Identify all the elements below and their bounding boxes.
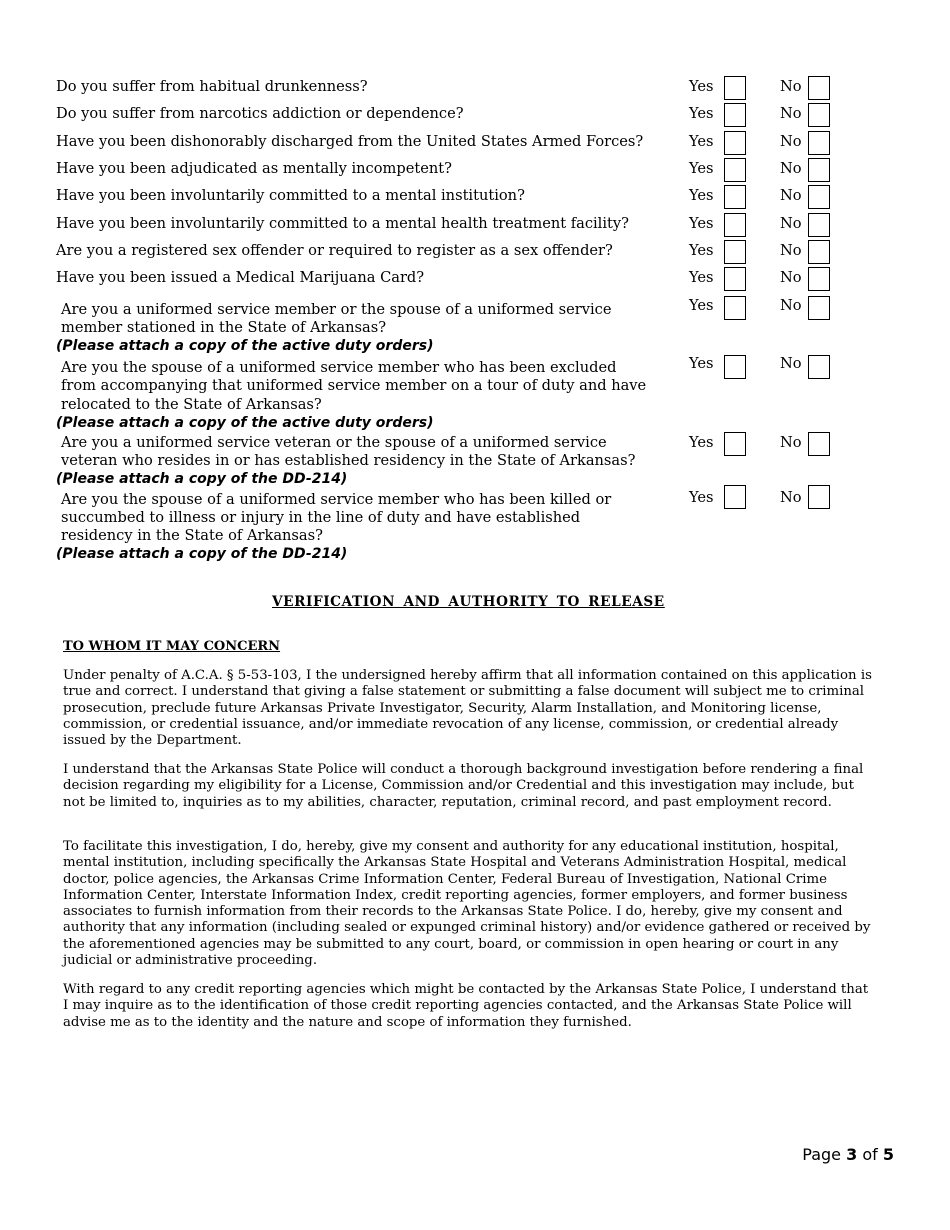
salutation: TO WHOM IT MAY CONCERN bbox=[63, 639, 281, 654]
yes-label: Yes bbox=[689, 297, 714, 314]
question-text: Are you a uniformed service member or the spouse of a uniformed service bbox=[61, 301, 612, 318]
question-text: Have you been adjudicated as mentally incompetent? bbox=[56, 160, 452, 177]
section-heading: VERIFICATION AND AUTHORITY TO RELEASE bbox=[272, 594, 665, 610]
yes-label: Yes bbox=[689, 215, 714, 232]
question-text: Have you been involuntarily committed to a mental institution? bbox=[56, 187, 525, 204]
question-text: Do you suffer from narcotics addiction or dependence? bbox=[56, 105, 464, 122]
attachment-note: (Please attach a copy of the DD-214) bbox=[56, 546, 348, 562]
yes-label: Yes bbox=[689, 355, 714, 372]
no-label: No bbox=[780, 105, 802, 122]
question-text: relocated to the State of Arkansas? bbox=[61, 396, 322, 413]
no-checkbox[interactable] bbox=[808, 103, 830, 127]
total-pages: 5 bbox=[882, 1145, 894, 1164]
yes-checkbox[interactable] bbox=[724, 267, 746, 291]
no-checkbox[interactable] bbox=[808, 267, 830, 291]
question-text: succumbed to illness or injury in the line of duty and have established bbox=[61, 509, 581, 526]
yes-checkbox[interactable] bbox=[724, 240, 746, 264]
yes-checkbox[interactable] bbox=[724, 355, 746, 379]
yes-checkbox[interactable] bbox=[724, 103, 746, 127]
question-text: Are you a uniformed service veteran or the spouse of a uniformed service bbox=[61, 434, 607, 451]
yes-label: Yes bbox=[689, 78, 714, 95]
no-label: No bbox=[780, 160, 802, 177]
question-text: Are you the spouse of a uniformed service member who has been killed or bbox=[61, 491, 612, 508]
question-text: member stationed in the State of Arkansas? bbox=[61, 319, 387, 336]
page-word: Page bbox=[802, 1145, 842, 1164]
no-checkbox[interactable] bbox=[808, 432, 830, 456]
no-checkbox[interactable] bbox=[808, 240, 830, 264]
of-word: of bbox=[862, 1145, 878, 1164]
no-label: No bbox=[780, 489, 802, 506]
attachment-note: (Please attach a copy of the DD-214) bbox=[56, 471, 348, 487]
attachment-note: (Please attach a copy of the active duty orders) bbox=[56, 415, 434, 431]
yes-label: Yes bbox=[689, 160, 714, 177]
paragraph-affirmation: Under penalty of A.C.A. § 5-53-103, I the undersigned hereby affirm that all information contained on this application is true and correct. I understand that giving a false statement or submitting a false document will subject me to criminal prosecution, preclude future Arkansas Private Investigator, Security, Alarm Installation, and Monitoring license, commission, or credential issuance, and/or immediate revocation of any license, commission, or credential already issued by the Department. bbox=[63, 668, 872, 749]
no-label: No bbox=[780, 133, 802, 150]
yes-checkbox[interactable] bbox=[724, 296, 746, 320]
yes-label: Yes bbox=[689, 242, 714, 259]
current-page: 3 bbox=[846, 1145, 858, 1164]
paragraph-credit-agencies: With regard to any credit reporting agencies which might be contacted by the Arkansas State Police, I understand that I may inquire as to the identification of those credit reporting agencies contacted, and the Arkansas State Police will advise me as to the identity and the nature and scope of information they furnished. bbox=[63, 982, 869, 1030]
no-label: No bbox=[780, 434, 802, 451]
question-text: from accompanying that uniformed service member on a tour of duty and have bbox=[61, 377, 647, 394]
paragraph-investigation: I understand that the Arkansas State Police will conduct a thorough background investigation before rendering a final decision regarding my eligibility for a License, Commission and/or Credential and this investigation may include, but not be limited to, inquiries as to my abilities, character, reputation, criminal record, and past employment record. bbox=[63, 762, 864, 810]
no-checkbox[interactable] bbox=[808, 355, 830, 379]
no-checkbox[interactable] bbox=[808, 213, 830, 237]
no-checkbox[interactable] bbox=[808, 158, 830, 182]
no-label: No bbox=[780, 78, 802, 95]
yes-label: Yes bbox=[689, 269, 714, 286]
no-label: No bbox=[780, 269, 802, 286]
yes-checkbox[interactable] bbox=[724, 76, 746, 100]
yes-label: Yes bbox=[689, 105, 714, 122]
question-text: Are you a registered sex offender or required to register as a sex offender? bbox=[56, 242, 613, 259]
yes-checkbox[interactable] bbox=[724, 432, 746, 456]
no-label: No bbox=[780, 355, 802, 372]
no-label: No bbox=[780, 242, 802, 259]
page-number bbox=[802, 1145, 894, 1164]
no-label: No bbox=[780, 187, 802, 204]
yes-checkbox[interactable] bbox=[724, 485, 746, 509]
yes-label: Yes bbox=[689, 187, 714, 204]
no-label: No bbox=[780, 215, 802, 232]
question-text: Have you been dishonorably discharged from the United States Armed Forces? bbox=[56, 133, 644, 150]
yes-checkbox[interactable] bbox=[724, 158, 746, 182]
no-checkbox[interactable] bbox=[808, 185, 830, 209]
no-checkbox[interactable] bbox=[808, 131, 830, 155]
question-text: Have you been involuntarily committed to a mental health treatment facility? bbox=[56, 215, 629, 232]
question-text: Have you been issued a Medical Marijuana Card? bbox=[56, 269, 425, 286]
question-text: Do you suffer from habitual drunkenness? bbox=[56, 78, 368, 95]
yes-label: Yes bbox=[689, 133, 714, 150]
no-label: No bbox=[780, 297, 802, 314]
question-text: veteran who resides in or has established residency in the State of Arkansas? bbox=[61, 452, 636, 469]
yes-checkbox[interactable] bbox=[724, 185, 746, 209]
no-checkbox[interactable] bbox=[808, 485, 830, 509]
yes-checkbox[interactable] bbox=[724, 131, 746, 155]
question-text: residency in the State of Arkansas? bbox=[61, 527, 323, 544]
attachment-note: (Please attach a copy of the active duty orders) bbox=[56, 338, 434, 354]
no-checkbox[interactable] bbox=[808, 296, 830, 320]
yes-label: Yes bbox=[689, 489, 714, 506]
yes-label: Yes bbox=[689, 434, 714, 451]
yes-checkbox[interactable] bbox=[724, 213, 746, 237]
question-text: Are you the spouse of a uniformed service member who has been excluded bbox=[61, 359, 617, 376]
no-checkbox[interactable] bbox=[808, 76, 830, 100]
paragraph-consent: To facilitate this investigation, I do, hereby, give my consent and authority for any educational institution, hospital, mental institution, including specifically the Arkansas State Hospital and Veterans Administration Hospital, medical doctor, police agencies, the Arkansas Crime Information Center, Federal Bureau of Investigation, National Crime Information Center, Interstate Information Index, credit reporting agencies, former employers, and former business associates to furnish information from their records to the Arkansas State Police. I do, hereby, give my consent and authority that any information (including sealed or expunged criminal history) and/or evidence gathered or received by the aforementioned agencies may be submitted to any court, board, or commission in open hearing or court in any judicial or administrative proceeding. bbox=[63, 839, 871, 969]
